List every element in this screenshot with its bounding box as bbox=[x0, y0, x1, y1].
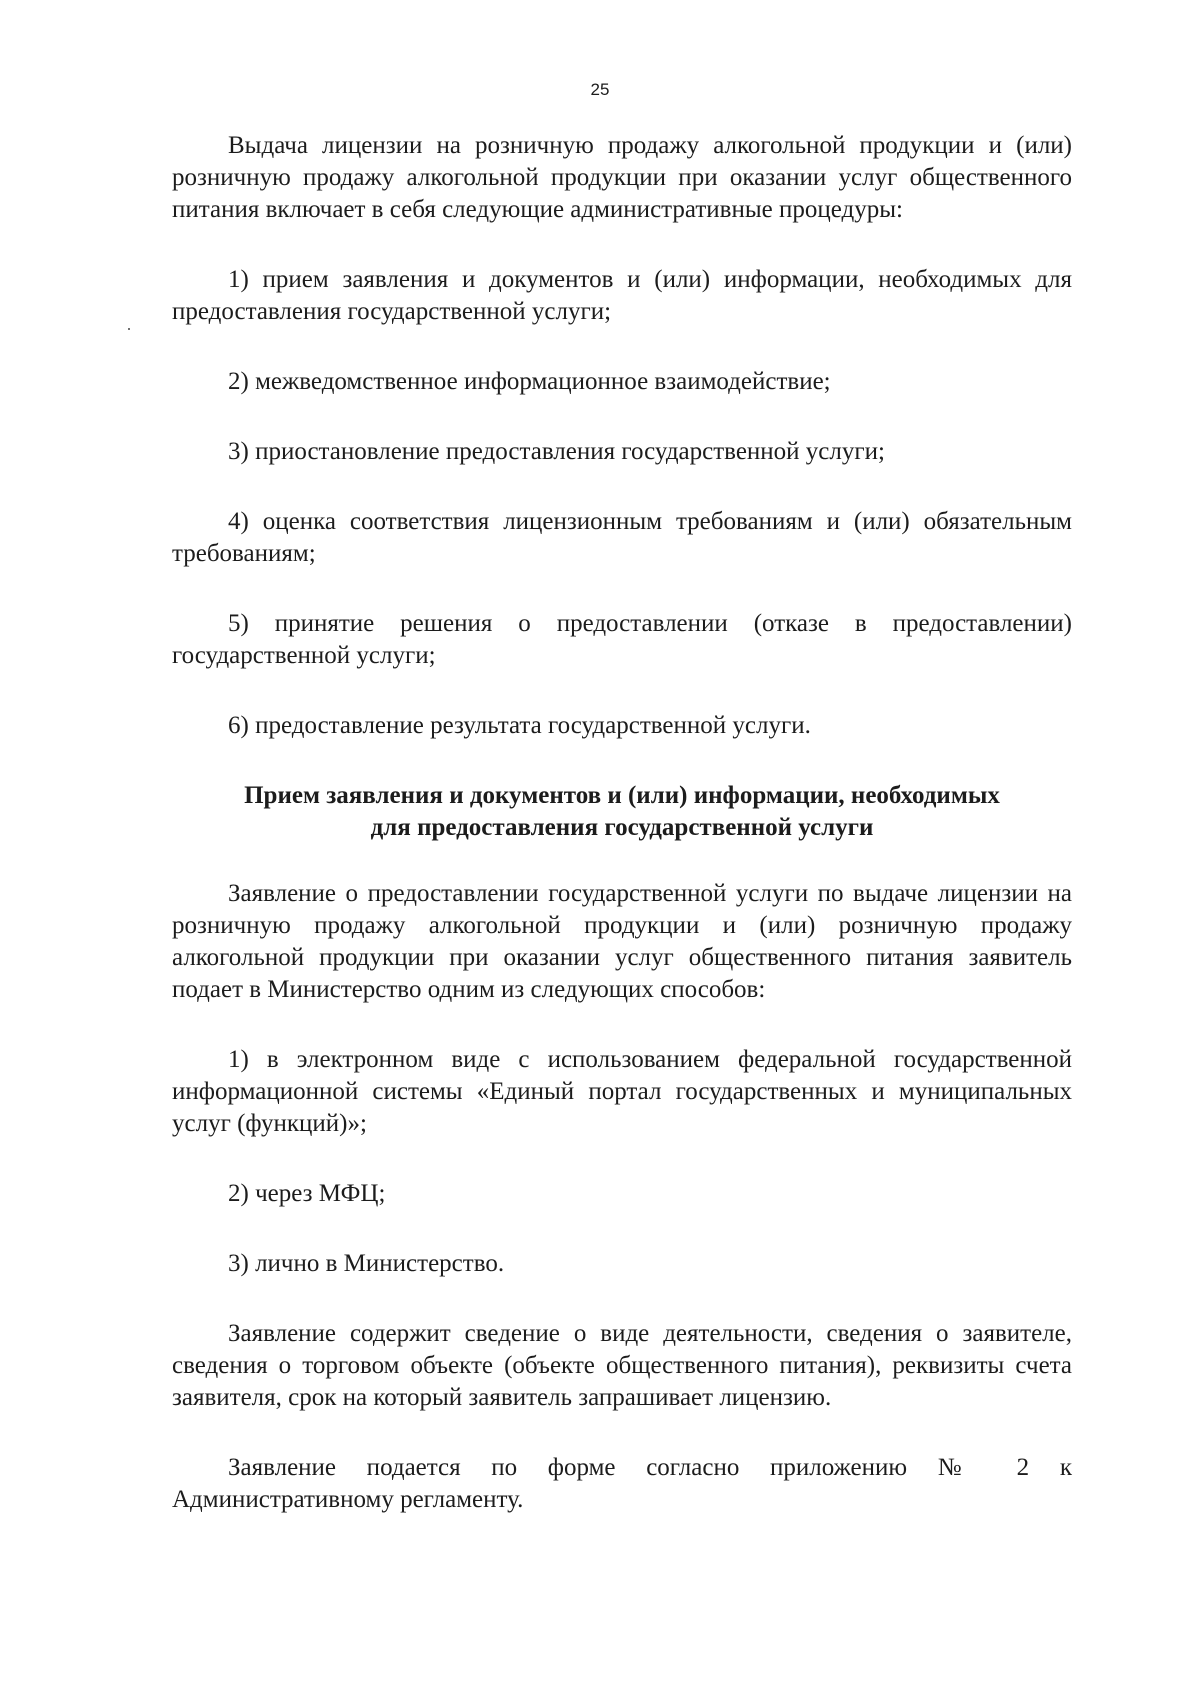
method-item-2: 2) через МФЦ; bbox=[228, 1180, 386, 1207]
paragraph-contents: Заявление содержит сведение о виде деятельности, сведения о заявителе, сведения о торговом объекте (объекте общественного питания), реквизиты счета заявителя, срок на который заявитель запрашивает лицензию. bbox=[172, 1320, 1072, 1411]
document-body bbox=[172, 130, 1072, 1554]
list-item-6: 6) предоставление результата государственной услуги. bbox=[228, 712, 811, 739]
method-item-1: 1) в электронном виде с использованием федеральной государственной информационной системы «Единый портал государственных и муниципальных услуг (функций)»; bbox=[172, 1046, 1072, 1137]
list-item-4: 4) оценка соответствия лицензионным требованиям и (или) обязательным требованиям; bbox=[172, 508, 1072, 567]
section-heading-line-1: Прием заявления и документов и (или) информации, необходимых bbox=[244, 782, 1000, 809]
list-item-3: 3) приостановление предоставления государственной услуги; bbox=[228, 438, 885, 465]
list-item-2: 2) межведомственное информационное взаимодействие; bbox=[228, 368, 831, 395]
scan-speck bbox=[128, 328, 130, 330]
section-heading bbox=[172, 780, 1072, 844]
paragraph-application: Заявление о предоставлении государственной услуги по выдаче лицензии на розничную продажу алкогольной продукции и (или) розничную продажу алкогольной продукции при оказании услуг общественного питания заявитель подает в Министерство одним из следующих способов: bbox=[172, 880, 1072, 1003]
section-heading-line-2: для предоставления государственной услуги bbox=[370, 814, 874, 841]
list-item-5: 5) принятие решения о предоставлении (отказе в предоставлении) государственной услуги; bbox=[172, 610, 1072, 669]
method-item-3: 3) лично в Министерство. bbox=[228, 1250, 505, 1277]
list-item-1: 1) прием заявления и документов и (или) информации, необходимых для предоставления государственной услуги; bbox=[172, 266, 1072, 325]
page-number: 25 bbox=[590, 80, 610, 99]
paragraph-form: Заявление подается по форме согласно приложению № 2 к Административному регламенту. bbox=[172, 1454, 1072, 1513]
paragraph-intro: Выдача лицензии на розничную продажу алкогольной продукции и (или) розничную продажу алкогольной продукции при оказании услуг общественного питания включает в себя следующие административные процедуры: bbox=[172, 132, 1072, 223]
